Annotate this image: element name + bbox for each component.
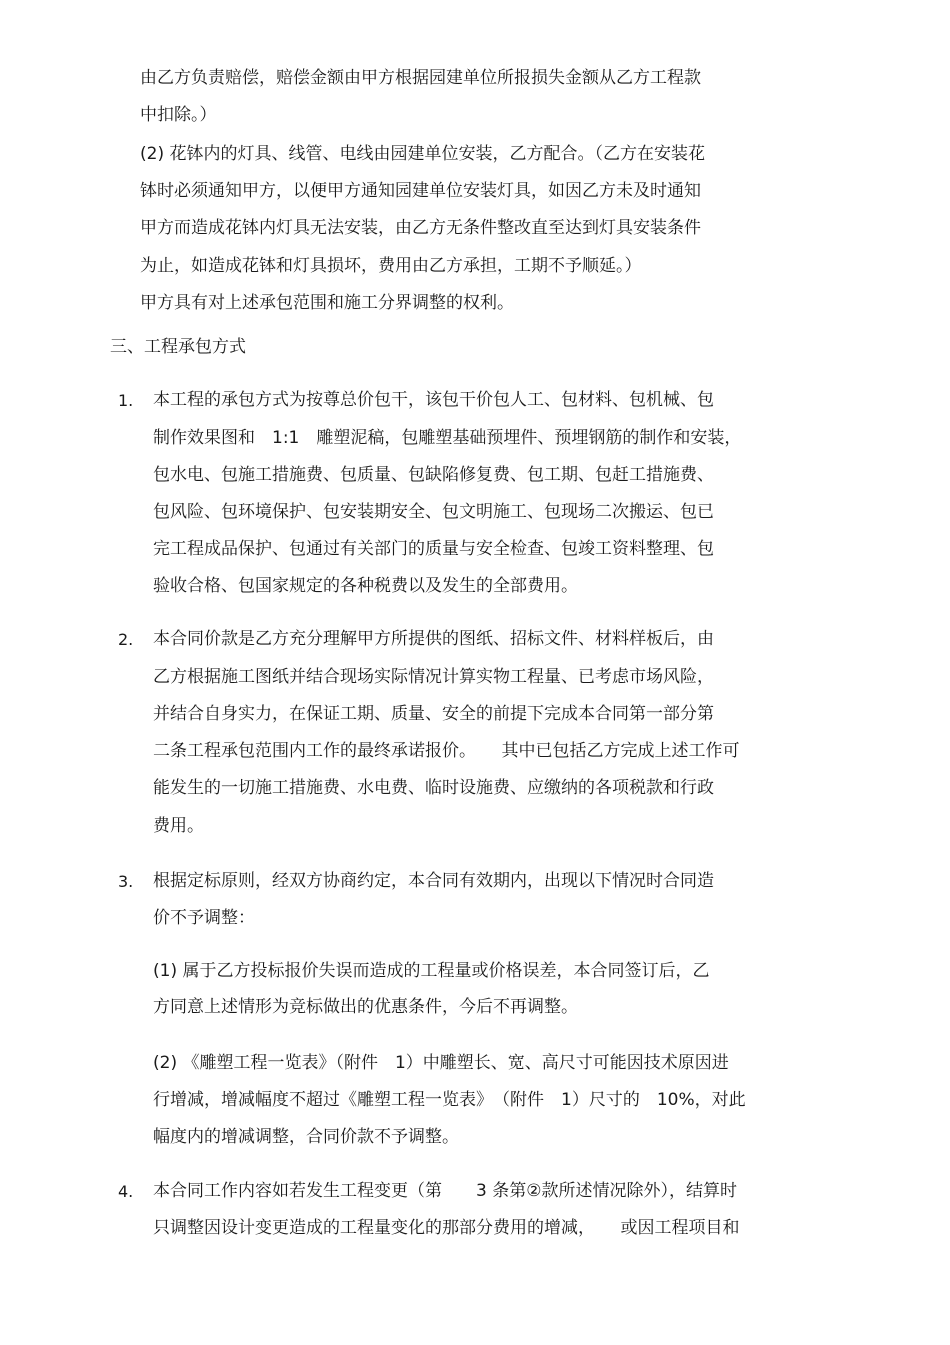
item-line: 二条工程承包范围内工作的最终承诺报价。 其中已包括乙方完成上述工作可 [153, 741, 740, 761]
item-number: 2. [118, 630, 134, 649]
item-line: 本工程的承包方式为按尊总价包干，该包干价包人工、包材料、包机械、包 [153, 390, 714, 410]
intro-line: 为止，如造成花钵和灯具损坏，费用由乙方承担，工期不予顺延。） [140, 256, 642, 276]
intro-line: 甲方具有对上述承包范围和施工分界调整的权利。 [140, 293, 514, 313]
sub-item-line: 幅度内的增减调整，合同价款不予调整。 [153, 1127, 459, 1147]
item-line: 并结合自身实力，在保证工期、质量、安全的前提下完成本合同第一部分第 [153, 704, 714, 724]
intro-line: (2) 花钵内的灯具、线管、电线由园建单位安装，乙方配合。（乙方在安装花 [140, 144, 705, 164]
item-line: 本合同价款是乙方充分理解甲方所提供的图纸、招标文件、材料样板后，由 [153, 629, 714, 649]
item-line: 只调整因设计变更造成的工程量变化的那部分费用的增减， 或因工程项目和 [153, 1218, 740, 1238]
item-line: 乙方根据施工图纸并结合现场实际情况计算实物工程量、已考虑市场风险， [153, 667, 714, 687]
intro-line: 钵时必须通知甲方，以便甲方通知园建单位安装灯具，如因乙方未及时通知 [140, 181, 701, 201]
item-line: 完工程成品保护、包通过有关部门的质量与安全检查、包竣工资料整理、包 [153, 539, 714, 559]
item-line: 验收合格、包国家规定的各种税费以及发生的全部费用。 [153, 576, 578, 596]
item-line: 包水电、包施工措施费、包质量、包缺陷修复费、包工期、包赶工措施费、 [153, 465, 714, 485]
item-line: 费用。 [153, 816, 204, 836]
intro-line: 由乙方负责赔偿，赔偿金额由甲方根据园建单位所报损失金额从乙方工程款 [140, 68, 701, 88]
item-line: 价不予调整： [153, 908, 255, 928]
item-line: 本合同工作内容如若发生工程变更（第 3 条第②款所述情况除外），结算时 [153, 1181, 737, 1201]
sub-item-line: 行增减，增减幅度不超过《雕塑工程一览表》 （附件 1）尺寸的 10%，对此 [153, 1090, 746, 1110]
item-line: 根据定标原则，经双方协商约定，本合同有效期内，出现以下情况时合同造 [153, 871, 714, 891]
item-number: 3. [118, 872, 134, 891]
item-line: 能发生的一切施工措施费、水电费、临时设施费、应缴纳的各项税款和行政 [153, 778, 714, 798]
item-line: 制作效果图和 1:1 雕塑泥稿，包雕塑基础预埋件、预埋钢筋的制作和安装， [153, 428, 742, 448]
item-line: 包风险、包环境保护、包安装期安全、包文明施工、包现场二次搬运、包已 [153, 502, 714, 522]
section-title: 三、工程承包方式 [110, 337, 246, 357]
sub-item-line: (2) 《雕塑工程一览表》（附件 1）中雕塑长、宽、高尺寸可能因技术原因进 [153, 1053, 729, 1073]
intro-line: 甲方而造成花钵内灯具无法安装，由乙方无条件整改直至达到灯具安装条件 [140, 218, 701, 238]
sub-item-line: 方同意上述情形为竞标做出的优惠条件，今后不再调整。 [153, 997, 578, 1017]
item-number: 4. [118, 1182, 134, 1201]
intro-line: 中扣除。） [140, 105, 217, 125]
item-number: 1. [118, 391, 134, 410]
sub-item-line: (1) 属于乙方投标报价失误而造成的工程量或价格误差，本合同签订后，乙 [153, 961, 710, 981]
